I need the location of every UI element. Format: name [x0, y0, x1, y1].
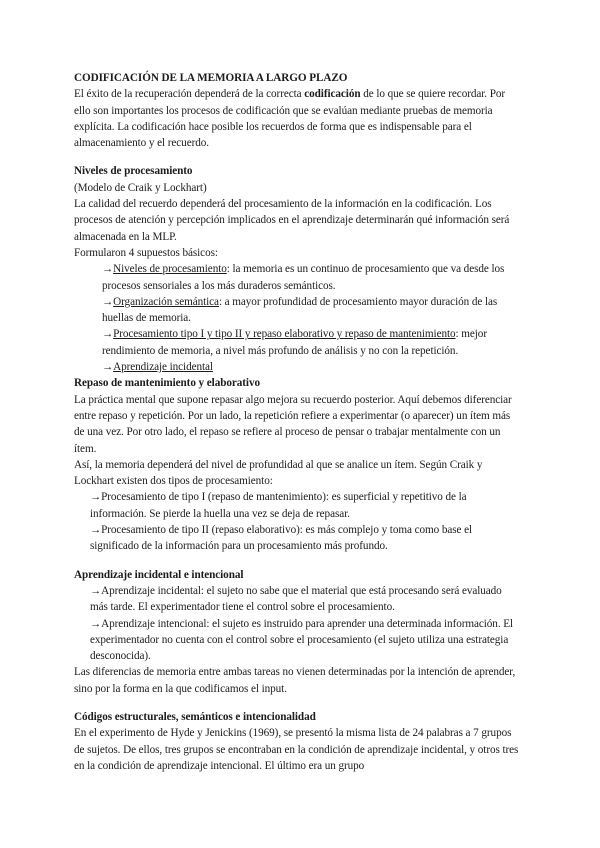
arrow-icon: → [102, 361, 114, 374]
arrow-icon: → [102, 263, 114, 276]
section-heading-codigos: Códigos estructurales, semánticos e intencionalidad [74, 710, 316, 723]
section-subtitle: (Modelo de Craik y Lockhart) [74, 181, 207, 194]
document-title: CODIFICACIÓN DE LA MEMORIA A LARGO PLAZO [74, 72, 348, 84]
paragraph: Así, la memoria dependerá del nivel de profundidad al que se analice un ítem. Según Craik y Lockhart existen dos tipos de procesamiento: [74, 458, 483, 488]
list-item-term: Niveles de procesamiento [113, 263, 227, 276]
arrow-icon: → [102, 295, 114, 308]
list-item: →Aprendizaje intencional: el sujeto es instruido para aprender una determinada información. El experimentador no cuenta con el control sobre el procesamiento (el sujeto utiliza una estrategia desconocida). [90, 617, 514, 663]
list-item-text: : a mayor profundidad de procesamiento mayor duración de las huellas de memoria. [102, 295, 498, 325]
paragraph: En el experimento de Hyde y Jenickins (1969), se presentó la misma lista de 24 palabras a 7 grupos de sujetos. De ellos, tres grupos se encontraban en la condición de aprendizaje incidental, y otros tres en la condición de aprendizaje intencional. El último era un grupo [74, 727, 519, 772]
intro-paragraph [74, 86, 520, 151]
paragraph: Formularon 4 supuestos básicos: [74, 246, 218, 259]
list-item [74, 261, 520, 294]
list-item [74, 326, 520, 359]
list-item: →Procesamiento de tipo II (repaso elaborativo): es más complejo y toma como base el significado de la información para un procesamiento más profundo. [90, 524, 473, 553]
list-item-term: Organización semántica [113, 295, 219, 308]
intro-text-end: de lo que se quiere recordar. Por ello son importantes los procesos de codificación que se evalúan mediante pruebas de memoria explícita. La codificación hace posible los recuerdos de forma que es indispensable para el almacenamiento y el recuerdo. [74, 88, 506, 150]
list-item-text: : la memoria es un continuo de procesamiento que va desde los procesos sensoriales a los más duraderos semánticos. [102, 263, 505, 292]
list-item-text: : mejor rendimiento de memoria, a nivel más profundo de análisis y no con la repetición. [102, 328, 487, 357]
paragraph: La práctica mental que supone repasar algo mejora su recuerdo posterior. Aquí debemos diferenciar entre repaso y repetición. Por un lado, la repetición refiere a experimentar (o aparecer) un ítem más de una vez. Por otro lado, el repaso se refiere al proceso de pensar o trabajar mentalmente con un ítem. [74, 393, 512, 455]
list-item-term: Aprendizaje incidental [113, 361, 213, 374]
list-item [74, 359, 520, 375]
list-item: →Procesamiento de tipo I (repaso de mantenimiento): es superficial y repetitivo de la información. Se pierde la huella una vez se deja de repasar. [90, 491, 467, 520]
list-item [74, 294, 520, 327]
section-heading-repaso: Repaso de mantenimiento y elaborativo [74, 377, 260, 390]
intro-bold-term: codificación [304, 88, 361, 101]
arrow-icon: → [102, 328, 114, 341]
list-item: →Aprendizaje incidental: el sujeto no sabe que el material que está procesando será evaluado más tarde. El experimentador tiene el control sobre el procesamiento. [90, 584, 502, 614]
intro-text-start: El éxito de la recuperación dependerá de la correcta [74, 88, 305, 101]
list-item-term: Procesamiento tipo I y tipo II y repaso elaborativo y repaso de mantenimiento [113, 328, 456, 341]
paragraph: La calidad del recuerdo dependerá del procesamiento de la información en la codificación. Los procesos de atención y percepción implicados en el aprendizaje determinarán qué información será almacenada en la MLP. [74, 198, 510, 243]
paragraph: Las diferencias de memoria entre ambas tareas no vienen determinadas por la intención de aprender, sino por la forma en la que codificamos el input. [74, 666, 516, 695]
document-page [74, 70, 520, 774]
section-heading-niveles: Niveles de procesamiento [74, 165, 193, 178]
section-heading-aprendizaje: Aprendizaje incidental e intencional [74, 568, 244, 581]
